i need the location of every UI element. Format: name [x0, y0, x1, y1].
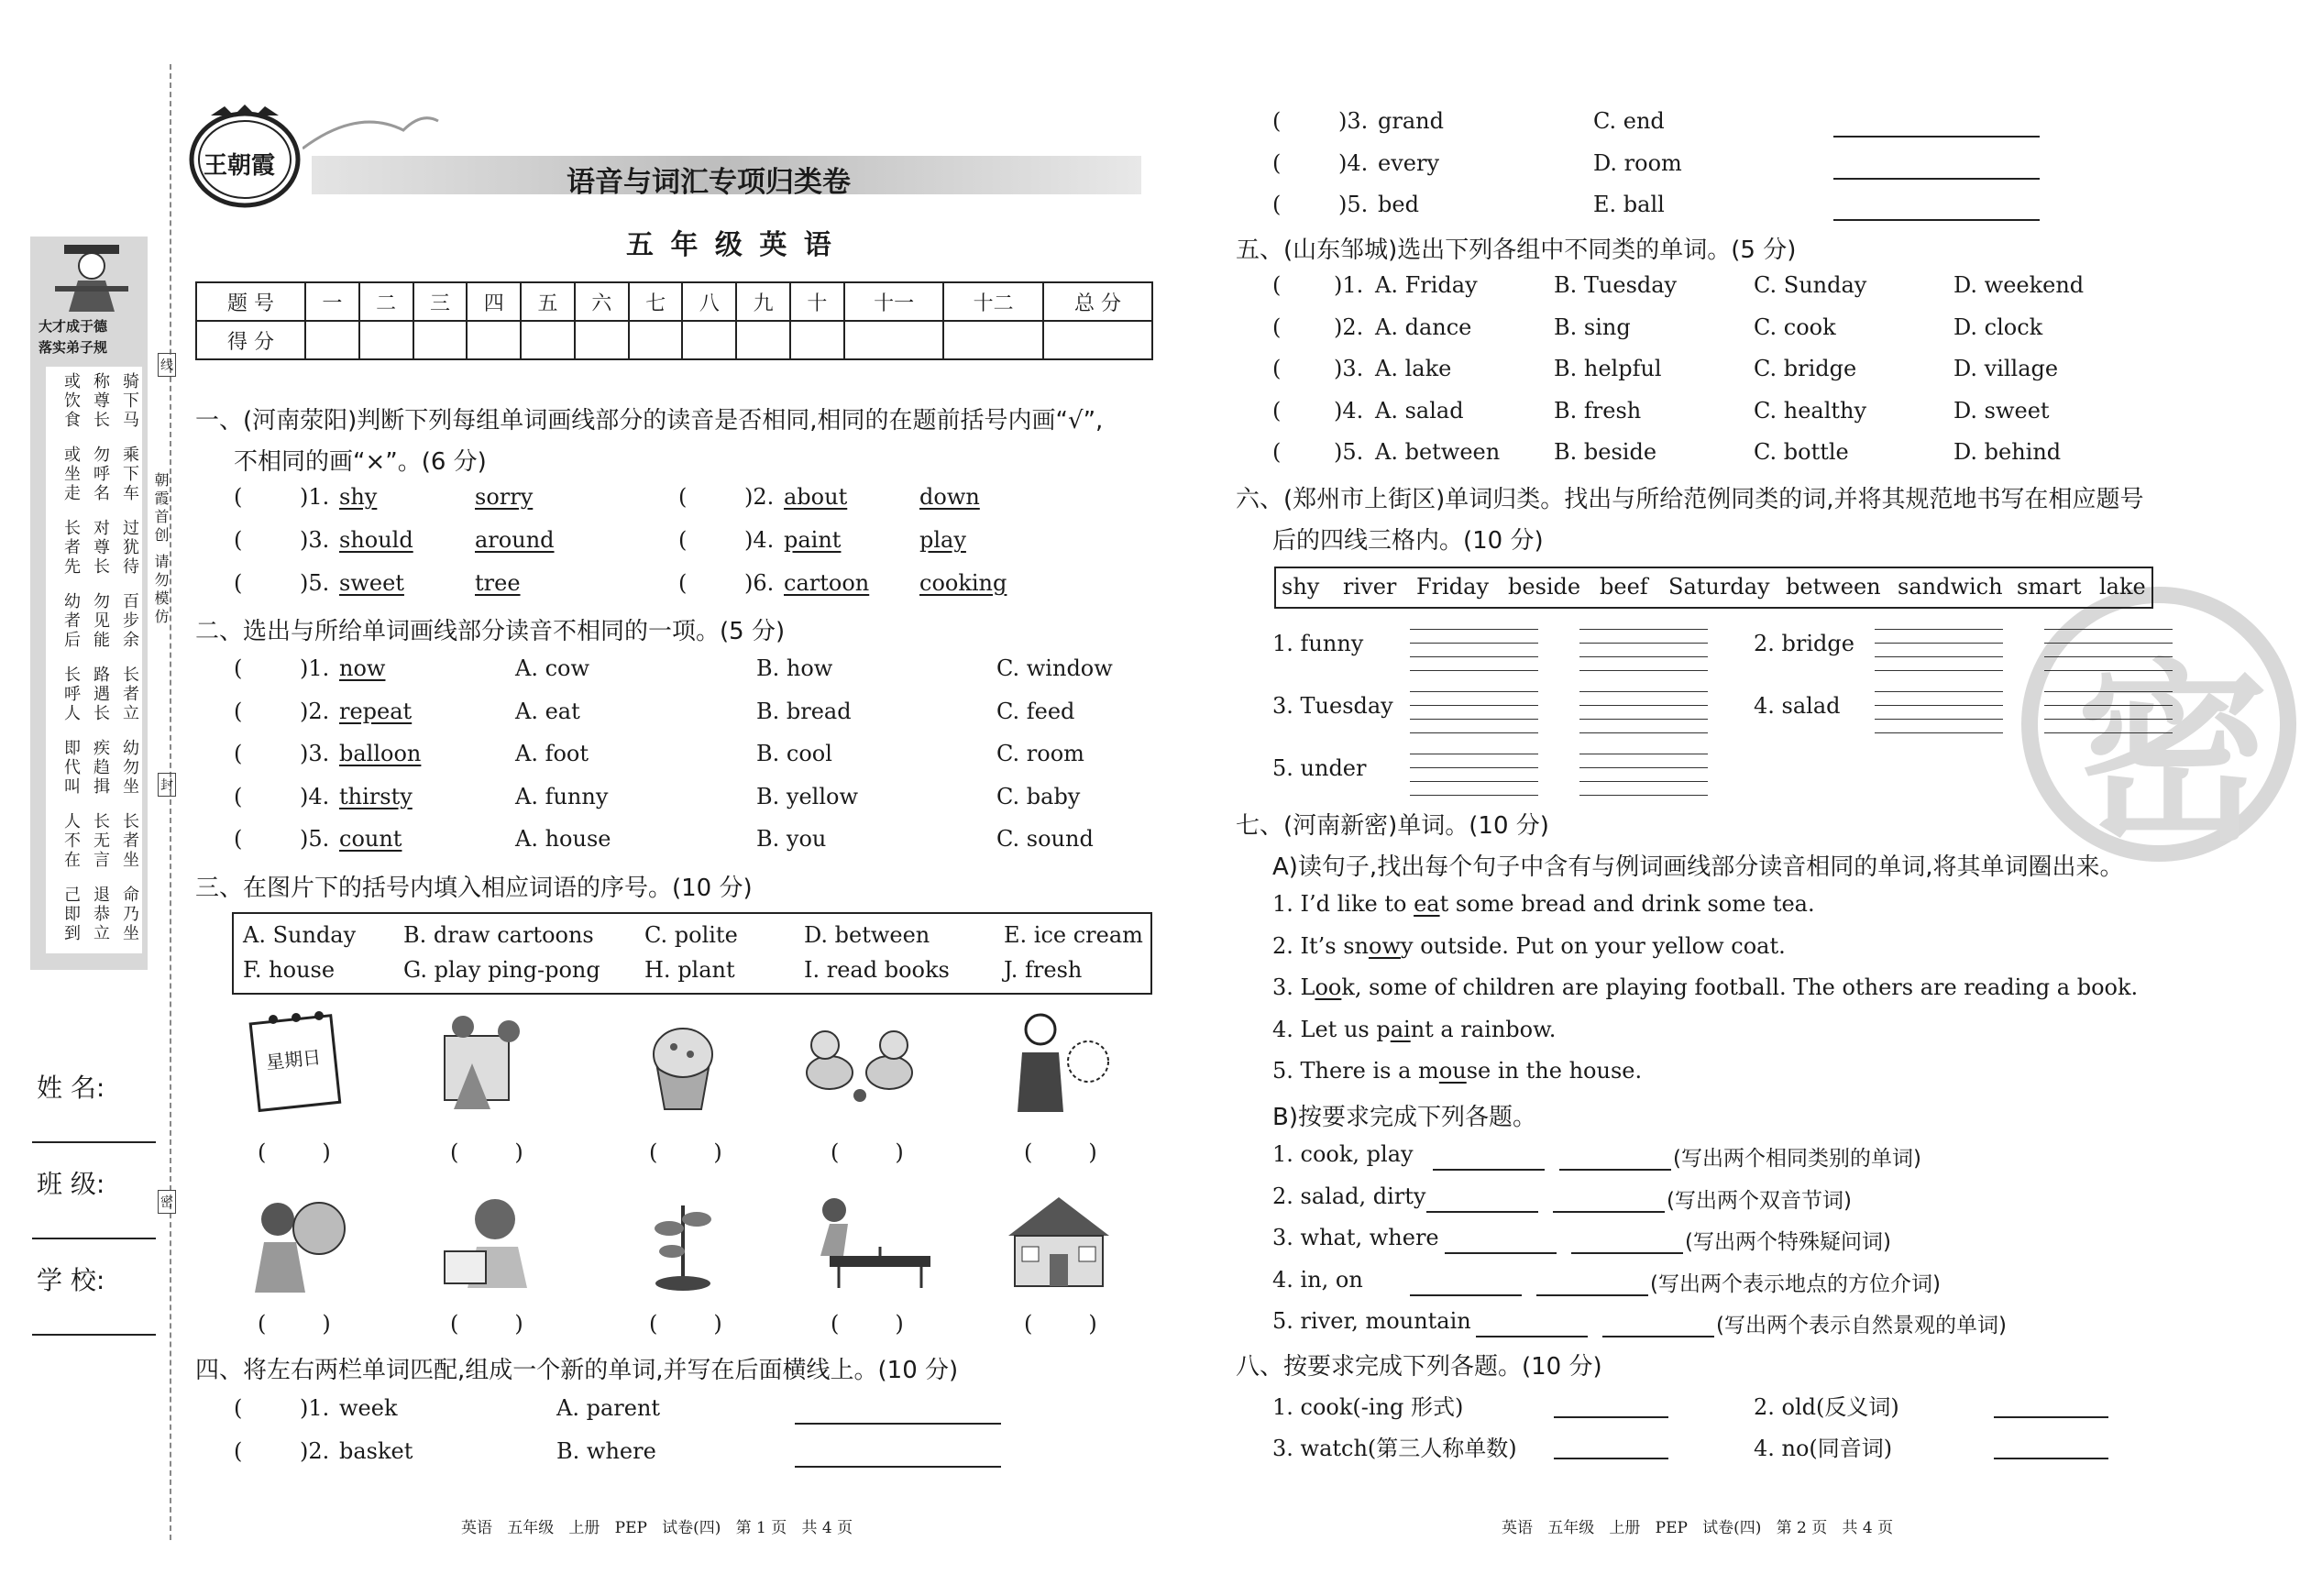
answer-paren[interactable]: ( ): [831, 1311, 904, 1337]
page-title: 语音与词汇专项归类卷: [567, 166, 851, 199]
sentence-end: nt a rainbow.: [1410, 1016, 1557, 1042]
score-cell[interactable]: [736, 321, 790, 359]
right-word: B. where: [556, 1438, 656, 1464]
option-b: B. helpful: [1554, 356, 1662, 381]
option-c: C. healthy: [1754, 397, 1867, 424]
sentence-start: 5. There is a m: [1272, 1058, 1439, 1084]
word-2: around: [475, 527, 555, 553]
answer-paren[interactable]: ( ): [1024, 1311, 1097, 1337]
picture-dogs: [798, 1018, 908, 1128]
score-cell[interactable]: [844, 321, 944, 359]
word-2: down: [919, 484, 980, 510]
b-question: 3. what, where: [1272, 1225, 1439, 1250]
sentence: [1272, 974, 2138, 1000]
question-number: )1.: [300, 655, 330, 681]
word-bank-word: Friday: [1416, 574, 1490, 600]
option-b: B. yellow: [756, 783, 858, 809]
question-number: )1.: [300, 484, 330, 510]
option-b: B. bread: [756, 698, 852, 724]
score-header-cell: 总 分: [1043, 282, 1152, 321]
option-c: C. baby: [996, 783, 1081, 809]
left-word: every: [1378, 149, 1439, 176]
sidebar-verse: 勿见能: [91, 592, 110, 650]
section8-title: 八、按要求完成下列各题。(10 分): [1236, 1353, 1602, 1381]
word-option: J. fresh: [1004, 957, 1083, 983]
option-d: D. clock: [1953, 314, 2043, 340]
word-bank-word: shy: [1282, 574, 1320, 600]
section1-title: 一、(河南荥阳)判断下列每组单词画线部分的读音是否相同,相同的在题前括号内画“√”,: [195, 407, 1104, 435]
option-b: B. Tuesday: [1554, 272, 1678, 298]
sidebar-verse: 长者坐: [120, 812, 139, 870]
right-word: A. parent: [556, 1395, 661, 1421]
section6-title-2: 后的四线三格内。(10 分): [1272, 527, 1544, 555]
option-c: C. bridge: [1754, 356, 1857, 381]
picture-girl-reading: [435, 1187, 545, 1297]
four-line-grid[interactable]: [1875, 616, 2003, 671]
sentence: [1272, 891, 1815, 917]
score-cell[interactable]: [467, 321, 521, 359]
underlined-letters: ou: [1438, 1058, 1467, 1084]
four-line-grid[interactable]: [2044, 678, 2173, 733]
option-d: D. behind: [1953, 439, 2062, 465]
option-c: C. bottle: [1754, 439, 1849, 465]
score-cell[interactable]: [1043, 321, 1152, 359]
four-line-grid[interactable]: [1579, 741, 1708, 796]
answer-paren[interactable]: ( ): [258, 1139, 331, 1165]
sidebar-verse: 人不在: [61, 812, 81, 870]
answer-blank[interactable]: [1433, 1169, 1545, 1171]
task-item: 4. no(同音词): [1754, 1436, 1893, 1461]
word-bank-word: sandwich: [1898, 574, 2003, 600]
left-word: week: [339, 1395, 398, 1421]
answer-blank[interactable]: [795, 1466, 1001, 1468]
option-c: C. sound: [996, 826, 1094, 852]
section4-title: 四、将左右两栏单词匹配,组成一个新的单词,并写在后面横线上。(10 分): [195, 1357, 959, 1384]
word-1: about: [784, 484, 848, 510]
seal-mark-1: 线: [158, 353, 176, 377]
sidebar-verse: 勿呼名: [91, 446, 110, 503]
sidebar-verse: 长者先: [61, 519, 81, 577]
page-subtitle: 五 年 级 英 语: [626, 229, 835, 261]
school-field[interactable]: [32, 1334, 156, 1336]
word-bank-word: beside: [1508, 574, 1581, 600]
underlined-letters: ai: [1390, 1016, 1411, 1042]
question-number: )5.: [1334, 439, 1364, 465]
right-word: C. end: [1593, 108, 1665, 134]
sentence-start: 2. It’s sn: [1272, 932, 1369, 959]
b-hint: (写出两个表示自然景观的单词): [1716, 1314, 2007, 1337]
score-cell[interactable]: [575, 321, 629, 359]
score-header-cell: 四: [467, 282, 521, 321]
scholar-figure: [50, 240, 133, 314]
word-1: paint: [784, 527, 842, 553]
answer-blank[interactable]: [1602, 1336, 1714, 1337]
question-number: )3.: [1338, 108, 1369, 134]
left-word: bed: [1378, 192, 1419, 217]
b-hint: (写出两个相同类别的单词): [1673, 1147, 1921, 1171]
question-number: )1.: [300, 1395, 330, 1421]
example-word: 1. funny: [1272, 631, 1364, 656]
option-b: B. fresh: [1554, 397, 1642, 424]
option-b: B. sing: [1554, 314, 1631, 340]
score-cell[interactable]: [413, 321, 468, 359]
answer-paren[interactable]: (: [234, 1395, 243, 1421]
word-option: I. read books: [804, 957, 950, 983]
answer-paren[interactable]: (: [1272, 192, 1282, 217]
option-a: A. between: [1375, 439, 1501, 465]
option-b: B. you: [756, 826, 827, 852]
b-hint: (写出两个双音节词): [1667, 1188, 1852, 1213]
sidebar-verse: 乘下车: [120, 446, 139, 503]
sentence-end: y outside. Put on your yellow coat.: [1401, 932, 1786, 959]
word-2: tree: [475, 570, 521, 596]
sentence: [1272, 1017, 1556, 1042]
answer-paren[interactable]: ( ): [831, 1139, 904, 1165]
sidebar-verse: 长者立: [120, 666, 139, 723]
seal-mark-2: 封: [158, 773, 176, 797]
sentence: [1272, 933, 1786, 959]
right-word: E. ball: [1593, 192, 1665, 217]
answer-paren[interactable]: (: [234, 741, 243, 766]
option-b: B. how: [756, 655, 833, 681]
b-question: 5. river, mountain: [1272, 1308, 1471, 1334]
ribbon-decoration: [303, 103, 440, 158]
section1-title-2: 不相同的画“×”。(6 分): [234, 448, 487, 476]
sidebar-verse: 或饮食: [61, 372, 81, 430]
sidebar-verse: 对尊长: [91, 519, 110, 577]
answer-blank[interactable]: [1559, 1169, 1671, 1171]
sidebar-verse: 称尊长: [91, 372, 110, 430]
score-cell[interactable]: [682, 321, 736, 359]
option-c: C. room: [996, 741, 1084, 766]
underlined-letters: ea: [1414, 891, 1440, 917]
word-option: D. between: [804, 922, 930, 948]
answer-blank[interactable]: [1554, 1458, 1668, 1459]
section3-title: 三、在图片下的括号内填入相应词语的序号。(10 分): [195, 875, 753, 902]
score-cell[interactable]: [359, 321, 413, 359]
sidebar-verse: 长呼人: [61, 666, 81, 723]
sentence-start: 4. Let us p: [1272, 1016, 1391, 1042]
sidebar-motto-2: 落实弟子规: [39, 339, 108, 356]
answer-blank[interactable]: [1476, 1336, 1588, 1337]
score-header-cell: 三: [413, 282, 468, 321]
question-number: )2.: [300, 1438, 330, 1464]
sidebar-verse: 路遇长: [91, 666, 110, 723]
answer-blank[interactable]: [1536, 1294, 1648, 1296]
four-line-grid[interactable]: [1579, 616, 1708, 671]
question-number: )4.: [1338, 149, 1369, 176]
sidebar-verse: 己即到: [61, 886, 81, 943]
answer-paren[interactable]: ( ): [649, 1311, 722, 1337]
word-option: G. play ping-pong: [403, 957, 600, 983]
word-1: should: [339, 527, 413, 553]
answer-paren[interactable]: (: [678, 484, 688, 510]
question-number: )3.: [1334, 356, 1364, 381]
score-header-cell: 五: [521, 282, 575, 321]
seal-mark-3: 密: [158, 1190, 176, 1214]
question-number: )2.: [1334, 314, 1364, 340]
answer-paren[interactable]: ( ): [649, 1139, 722, 1165]
word-1: shy: [339, 484, 378, 510]
score-header-cell: 七: [629, 282, 683, 321]
picture-kids-drawing: [435, 1008, 545, 1118]
class-label: 班 级:: [37, 1169, 105, 1199]
section2-title: 二、选出与所给单词画线部分读音不相同的一项。(5 分): [195, 618, 786, 645]
section7-title: 七、(河南新密)单词。(10 分): [1236, 812, 1549, 840]
option-d: D. village: [1953, 356, 2059, 381]
score-cell[interactable]: [521, 321, 575, 359]
calendar-text: 星期日: [265, 1045, 323, 1074]
word-option: E. ice cream: [1004, 922, 1143, 948]
score-table: [195, 281, 1153, 360]
sidebar-verse: 即代叫: [61, 739, 81, 797]
answer-blank[interactable]: [1410, 1294, 1522, 1296]
option-a: A. salad: [1375, 397, 1464, 424]
given-word: now: [339, 655, 386, 681]
question-number: )5.: [300, 570, 330, 596]
word-option: H. plant: [644, 957, 735, 983]
sidebar-column-list: [46, 367, 142, 953]
answer-paren[interactable]: (: [234, 527, 243, 553]
answer-paren[interactable]: ( ): [450, 1139, 523, 1165]
answer-paren[interactable]: (: [1272, 149, 1282, 176]
word-bank-word: lake: [2099, 574, 2146, 600]
answer-blank[interactable]: [1426, 1211, 1538, 1213]
left-word: grand: [1378, 108, 1444, 134]
picture-ping-pong: [793, 1192, 903, 1302]
question-number: )3.: [300, 527, 330, 553]
logo-text: 王朝霞: [204, 152, 276, 180]
name-field[interactable]: [32, 1141, 156, 1143]
given-word: repeat: [339, 698, 413, 724]
answer-paren[interactable]: (: [234, 783, 243, 809]
question-number: )6.: [744, 570, 775, 596]
answer-paren[interactable]: (: [1272, 272, 1282, 298]
answer-paren[interactable]: (: [1272, 356, 1282, 381]
task-item: 2. old(反义词): [1754, 1394, 1899, 1420]
sentence-end: t some bread and drink some tea.: [1439, 891, 1815, 917]
name-label: 姓 名:: [37, 1073, 105, 1103]
answer-paren[interactable]: (: [234, 698, 243, 724]
answer-paren[interactable]: (: [234, 1438, 243, 1464]
question-number: )5.: [300, 826, 330, 852]
given-word: thirsty: [339, 783, 413, 809]
score-row-label: 得 分: [196, 321, 305, 359]
word-bank-word: smart: [2017, 574, 2082, 600]
option-a: A. house: [515, 826, 611, 852]
word-option: C. polite: [644, 922, 738, 948]
score-cell[interactable]: [629, 321, 683, 359]
part-a-instruction: A)读句子,找出每个句子中含有与例词画线部分读音相同的单词,将其单词圈出来。: [1272, 853, 2124, 881]
question-number: )4.: [744, 527, 775, 553]
word-1: sweet: [339, 570, 404, 596]
four-line-grid[interactable]: [1579, 678, 1708, 733]
part-b-instruction: B)按要求完成下列各题。: [1272, 1104, 1536, 1131]
option-d: D. sweet: [1953, 397, 2050, 424]
score-header-cell: 十二: [943, 282, 1043, 321]
sidebar-verse: 或坐走: [61, 446, 81, 503]
task-item: 1. cook(-ing 形式): [1272, 1394, 1464, 1420]
b-question: 4. in, on: [1272, 1266, 1363, 1293]
sidebar-motto-1: 大才成于德: [39, 318, 108, 335]
right-word: D. room: [1593, 149, 1682, 176]
word-2: play: [919, 527, 966, 553]
sentence-end: k, some of children are playing football. The others are reading a book.: [1341, 974, 2139, 1000]
score-header-cell: 十一: [844, 282, 944, 321]
sidebar-verse: 过犹待: [120, 519, 139, 577]
given-word: count: [339, 826, 402, 852]
option-d: D. weekend: [1953, 272, 2085, 298]
option-a: A. foot: [515, 741, 589, 766]
option-c: C. cook: [1754, 314, 1836, 340]
word-bank-word: river: [1343, 574, 1397, 600]
score-header-cell: 二: [359, 282, 413, 321]
sentence: [1272, 1058, 1642, 1084]
sidebar-verse: 命乃坐: [120, 886, 139, 943]
word-option: B. draw cartoons: [403, 922, 594, 948]
option-a: A. dance: [1375, 314, 1472, 340]
sidebar-verse: 幼者后: [61, 592, 81, 650]
score-header-cell: 十: [790, 282, 844, 321]
question-number: )4.: [300, 783, 330, 809]
answer-blank[interactable]: [1994, 1458, 2108, 1459]
sidebar-verse: 疾趋揖: [91, 739, 110, 797]
score-header-cell: 题 号: [196, 282, 305, 321]
score-header-cell: 一: [305, 282, 359, 321]
question-number: )5.: [1338, 192, 1369, 217]
sentence-start: 1. I’d like to: [1272, 891, 1414, 917]
option-c: C. window: [996, 655, 1113, 681]
b-hint: (写出两个表示地点的方位介词): [1650, 1271, 1941, 1296]
sidebar-verse: 退恭立: [91, 886, 110, 943]
question-number: )1.: [1334, 272, 1364, 298]
four-line-grid[interactable]: [2044, 616, 2173, 671]
class-field[interactable]: [32, 1238, 156, 1239]
question-number: )2.: [744, 484, 775, 510]
answer-blank[interactable]: [1833, 178, 2040, 180]
task-item: 3. watch(第三人称单数): [1272, 1436, 1517, 1461]
option-a: A. lake: [1375, 356, 1452, 381]
answer-paren[interactable]: (: [678, 527, 688, 553]
answer-paren[interactable]: (: [234, 570, 243, 596]
section6-title: 六、(郑州市上街区)单词归类。找出与所给范例同类的词,并将其规范地书写在相应题号: [1236, 486, 2144, 513]
sidebar-verse: 幼勿坐: [120, 739, 139, 797]
word-option: A. Sunday: [243, 922, 357, 948]
sidebar-verse: 百步余: [120, 592, 139, 650]
school-label: 学 校:: [37, 1265, 105, 1295]
watermark-text: 密: [2076, 643, 2270, 867]
picture-ice-cream: [637, 1018, 747, 1128]
answer-blank[interactable]: [1553, 1211, 1665, 1213]
option-c: C. Sunday: [1754, 272, 1867, 298]
binding-dashed-line: [170, 64, 171, 1540]
answer-blank[interactable]: [795, 1423, 1001, 1425]
four-line-grid[interactable]: [1875, 678, 2003, 733]
sentence-start: 3. L: [1272, 974, 1315, 1000]
question-number: )4.: [1334, 397, 1364, 424]
option-a: A. Friday: [1375, 272, 1478, 298]
answer-paren[interactable]: (: [234, 826, 243, 852]
answer-paren[interactable]: (: [1272, 108, 1282, 134]
answer-paren[interactable]: (: [1272, 314, 1282, 340]
left-word: basket: [339, 1438, 413, 1464]
word-1: cartoon: [784, 570, 870, 596]
example-word: 5. under: [1272, 755, 1367, 781]
answer-paren[interactable]: (: [234, 655, 243, 681]
option-b: B. cool: [756, 741, 832, 766]
b-question: 1. cook, play: [1272, 1141, 1414, 1167]
answer-paren[interactable]: (: [678, 570, 688, 596]
answer-paren[interactable]: (: [1272, 439, 1282, 465]
answer-paren[interactable]: ( ): [258, 1311, 331, 1337]
picture-girl-flowers: [241, 1187, 351, 1297]
b-question: 2. salad, dirty: [1272, 1183, 1426, 1209]
four-line-grid[interactable]: [1410, 616, 1538, 671]
answer-paren[interactable]: ( ): [450, 1311, 523, 1337]
example-word: 3. Tuesday: [1272, 693, 1393, 719]
picture-polite-man: [1004, 1007, 1114, 1117]
word-2: sorry: [475, 484, 534, 510]
answer-blank[interactable]: [1554, 1416, 1668, 1418]
answer-blank[interactable]: [1445, 1252, 1557, 1254]
underlined-letters: ow: [1369, 932, 1401, 959]
option-a: A. funny: [515, 783, 609, 809]
footer-right: 英语 五年级 上册 PEP 试卷(四) 第 2 页 共 4 页: [1502, 1519, 1894, 1537]
sentence-end: se in the house.: [1466, 1058, 1643, 1084]
option-a: A. eat: [515, 698, 580, 724]
four-line-grid[interactable]: [1410, 678, 1538, 733]
word-option: F. house: [243, 957, 336, 983]
picture-house: [1004, 1190, 1114, 1300]
score-cell[interactable]: [305, 321, 359, 359]
sidebar-verse: 骑下马: [120, 372, 139, 430]
word-bank-word: between: [1786, 574, 1881, 600]
word-bank-word: Saturday: [1668, 574, 1770, 600]
b-hint: (写出两个特殊疑问词): [1685, 1230, 1891, 1254]
answer-paren[interactable]: (: [234, 484, 243, 510]
question-number: )3.: [300, 741, 330, 766]
option-a: A. cow: [515, 655, 590, 681]
answer-blank[interactable]: [1994, 1416, 2108, 1418]
question-number: )2.: [300, 698, 330, 724]
answer-blank[interactable]: [1833, 136, 2040, 138]
score-header-cell: 八: [682, 282, 736, 321]
score-cell[interactable]: [790, 321, 844, 359]
example-word: 2. bridge: [1754, 631, 1854, 656]
four-line-grid[interactable]: [1410, 741, 1538, 796]
answer-paren[interactable]: (: [1272, 397, 1282, 424]
sidebar-verse: 长无言: [91, 812, 110, 870]
score-cell[interactable]: [943, 321, 1043, 359]
picture-plant: [637, 1187, 747, 1297]
word-bank-word: beef: [1600, 574, 1648, 600]
footer-left: 英语 五年级 上册 PEP 试卷(四) 第 1 页 共 4 页: [461, 1519, 853, 1537]
answer-blank[interactable]: [1833, 219, 2040, 221]
underlined-letters: oo: [1315, 974, 1342, 1000]
score-header-cell: 六: [575, 282, 629, 321]
answer-blank[interactable]: [1571, 1252, 1683, 1254]
answer-paren[interactable]: ( ): [1024, 1139, 1097, 1165]
side-vertical-text: 朝霞首创 请勿模仿: [152, 472, 170, 628]
given-word: balloon: [339, 741, 422, 766]
score-header-cell: 九: [736, 282, 790, 321]
word-2: cooking: [919, 570, 1007, 596]
example-word: 4. salad: [1754, 693, 1841, 719]
option-b: B. beside: [1554, 439, 1657, 465]
section5-title: 五、(山东邹城)选出下列各组中不同类的单词。(5 分): [1236, 237, 1797, 264]
option-c: C. feed: [996, 698, 1075, 724]
